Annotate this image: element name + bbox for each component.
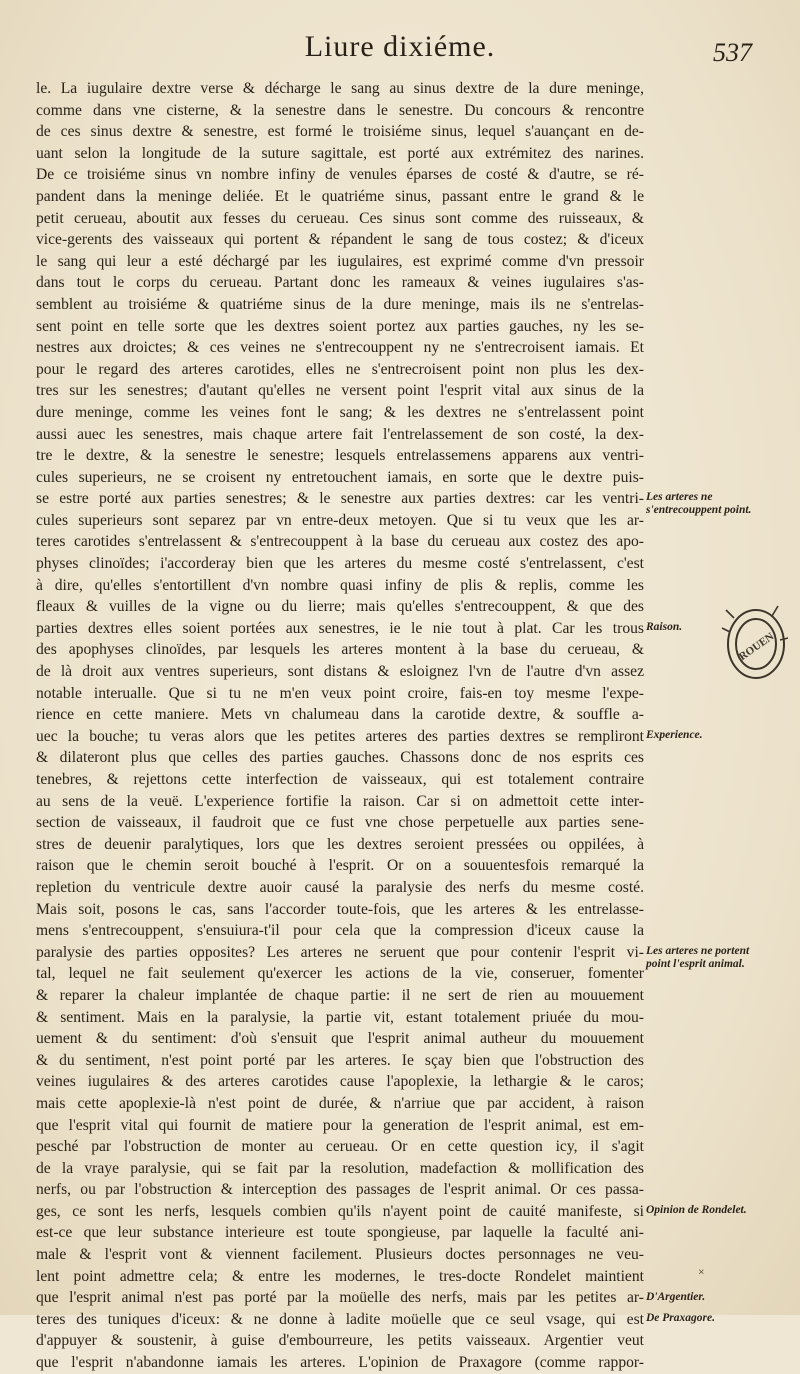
- text-line: tres sur les senestres; d'autant qu'elles ne versent point l'esprit vital aux sinus de la: [36, 382, 644, 400]
- text-line: & dilateront plus que celles des parties gauches. Chassons donc de nos esprits ces: [36, 749, 644, 767]
- running-head: [0, 30, 800, 74]
- text-line: fleaux & vuilles de la vigne ou du lierre; mais qu'elles s'entrecouppent, & que des: [36, 598, 644, 616]
- library-stamp: [718, 588, 790, 696]
- text-line: teres des tuniques d'iceux: & ne donne à ladite moüelle que ce seul vsage, qui est: [36, 1310, 644, 1328]
- text-line: cules superieurs sont separez par vn entre-deux metoyen. Que si tu veux que les ar-: [36, 511, 644, 529]
- text-line: de là droit aux ventres superieurs, sont distans & esloignez l'vn de l'autre d'vn assez: [36, 663, 644, 681]
- text-line: teres carotides s'entrelassent & s'entrecouppent à la base du cerueau aux costez des apo-: [36, 533, 644, 551]
- text-line: physes clinoïdes; i'accorderay bien que les arteres du mesme costé s'entrelassent, c'est: [36, 555, 644, 573]
- text-line: à dire, qu'elles s'entortillent d'vn nombre quasi infiny de plis & replis, comme les: [36, 576, 644, 594]
- margin-note: Les arteres ne portent point l'esprit animal.: [646, 945, 750, 970]
- text-line: vice-gerents des vaisseaux qui portent & répandent le sang de tous costez; & d'iceux: [36, 231, 644, 249]
- text-line: le. La iugulaire dextre verse & décharge le sang au sinus dextre de la dure meninge,: [36, 80, 644, 97]
- body-text: [36, 78, 644, 1372]
- text-line: De ce troisiéme sinus vn nombre infiny de venules éparses de costé & d'autre, se ré-: [36, 166, 644, 184]
- text-line: dure meninge, comme les veines font le sang; & les dextres ne s'entrelassent point: [36, 403, 644, 421]
- text-line: Mais soit, posons le cas, sans l'accorder toute-fois, que les arteres & les entrelasse-: [36, 900, 644, 918]
- text-line: mens s'entrecouppent, s'ensuiura-t'il pour cela que la compression d'iceux cause la: [36, 922, 644, 940]
- text-line: comme dans vne cisterne, & la senestre dans le senestre. Du concours & rencontre: [36, 101, 644, 119]
- text-line: que l'esprit n'abandonne iamais les arteres. L'opinion de Praxagore (comme rappor-: [36, 1354, 644, 1372]
- text-line: au sens de la veuë. L'experience fortifie la raison. Car si on admettoit cette inter-: [36, 792, 644, 810]
- text-line: & du sentiment, n'est point porté par les arteres. Ie sçay bien que l'obstruction des: [36, 1051, 644, 1069]
- text-line: raison que le chemin seroit bouché à l'esprit. Or on a souuentesfois remarqué la: [36, 857, 644, 875]
- margin-note: De Praxagore.: [646, 1312, 715, 1325]
- text-line: section de vaisseaux, il faudroit que ce fust vne chose perpetuelle aux parties sene-: [36, 814, 644, 832]
- text-line: des apophyses clinoïdes, par lesquels les arteres montent à la base du cerueau, &: [36, 641, 644, 659]
- text-line: dans tout le corps du cerueau. Partant donc les rameaux & veines iugulaires s'as-: [36, 274, 644, 292]
- text-line: paralysie des parties opposites? Les arteres ne seruent que pour contenir l'esprit vi-: [36, 943, 644, 961]
- text-line: repletion du ventricule dextre auoir causé la paralysie des nerfs du mesme costé.: [36, 878, 644, 896]
- text-line: rience en cette maniere. Mets vn chalumeau dans la carotide dextre, & souffle a-: [36, 706, 644, 724]
- text-line: petit cerueau, aboutit aux fesses du cerueau. Ces sinus sont comme des ruisseaux, &: [36, 209, 644, 227]
- text-line: & reparer la chaleur implantée de chaque partie: il ne sert de rien au mouuement: [36, 986, 644, 1004]
- text-line: sent point en telle sorte que les dextres soient portez aux parties gauches, ny les se-: [36, 317, 644, 335]
- text-line: aussi auec les senestres, mais chaque artere fait l'entrelassement de son costé, la dex-: [36, 425, 644, 443]
- page-number: 537: [713, 38, 752, 67]
- text-line: male & l'esprit vont & viennent facilement. Plusieurs doctes personnages ne veu-: [36, 1246, 644, 1264]
- margin-note: Raison.: [646, 621, 683, 633]
- text-line: mais cette apoplexie-là n'est point de durée, & n'arriue que par accident, à raison: [36, 1094, 644, 1112]
- text-line: cules superieurs, ne se croisent ny entretouchent iamais, en sorte que le dextre puis-: [36, 468, 644, 486]
- text-line: que l'esprit vital qui fournit de matiere pour la generation de l'esprit animal, est em-: [36, 1116, 644, 1134]
- margin-note: Les arteres ne s'entrecouppent point.: [646, 491, 752, 517]
- text-line: pour le regard des arteres carotides, elles ne s'entrecroisent point non plus les dex-: [36, 360, 644, 378]
- catch-mark: ˟: [698, 1268, 704, 1283]
- text-line: pandent dans la meninge deliée. Et le quatriéme sinus, passant entre le grand & le: [36, 187, 644, 205]
- margin-note: Experience.: [646, 729, 703, 741]
- text-line: de la vraye paralysie, qui se fait par la resolution, madefaction & mollification des: [36, 1159, 644, 1177]
- text-line: se estre porté aux parties senestres; & le senestre aux parties dextres: car les ventri-: [36, 490, 644, 508]
- text-line: nestres aux droictes; & ces veines ne s'entrecouppent ny ne s'entrecroisent iamais. Et: [36, 339, 644, 357]
- text-line: de ces sinus dextre & senestre, est formé le troisiéme sinus, lequel s'auançant en de-: [36, 123, 644, 141]
- text-line: est-ce que leur substance interieure est toute spongieuse, par laquelle la faculté ani-: [36, 1224, 644, 1242]
- text-line: uant selon la longitude de la suture sagittale, est porté aux extrémitez des narines.: [36, 144, 644, 162]
- margin-note: Opinion de Rondelet.: [646, 1204, 747, 1217]
- text-line: nerfs, ou par l'obstruction & interception des passages de l'esprit animal. Or ces passa-: [36, 1181, 644, 1199]
- text-line: parties dextres elles soient portées aux senestres, ie le nie tout à plat. Car les trous: [36, 619, 644, 637]
- text-line: d'appuyer & soustenir, à guise d'embourreure, les petits vaisseaux. Argentier veut: [36, 1332, 644, 1350]
- text-line: tenebres, & rejettons cette interfection de vaisseaux, qui est totalement contraire: [36, 771, 644, 788]
- margin-note: D'Argentier.: [646, 1290, 706, 1303]
- text-line: pesché par l'obstruction de monter au cerueau. Or en cette question icy, il s'agit: [36, 1138, 644, 1156]
- text-line: le sang qui leur a esté déchargé par les iugulaires, est exprimé comme d'vn pressoir: [36, 252, 644, 270]
- text-line: uement & du sentiment: d'où s'ensuit que l'esprit animal autheur du mouuement: [36, 1030, 644, 1048]
- text-line: lent point admettre cela; & entre les modernes, le tres-docte Rondelet maintient: [36, 1267, 644, 1285]
- text-line: tre le dextre, & la senestre le senestre; lesquels entrelassemens apparens aux ventri-: [36, 447, 644, 465]
- text-line: veines iugulaires & des arteres carotides cause l'apoplexie, la lethargie & le caros;: [36, 1073, 644, 1091]
- page-title: Liure dixiéme.: [304, 30, 496, 63]
- text-line: que l'esprit animal n'est pas porté par la moüelle des nerfs, mais par les petites ar-: [36, 1289, 644, 1307]
- text-line: semblent au troisiéme & quatriéme sinus de la dure meninge, mais ils ne s'entrelas-: [36, 295, 644, 313]
- text-line: stres de deuenir paralytiques, lors que les dextres seroient pressées ou oppilées, à: [36, 835, 644, 853]
- text-line: & sentiment. Mais en la paralysie, la partie vit, estant totalement priuée du mou-: [36, 1008, 644, 1026]
- text-line: uec la bouche; tu veras alors que les petites arteres des parties dextres se rempliront: [36, 727, 644, 745]
- text-line: notable interualle. Que si tu ne m'en veux point croire, fais-en toy mesme l'expe-: [36, 684, 644, 702]
- stamp-text: ROUEN: [736, 630, 777, 664]
- text-line: ges, ce sont les nerfs, lesquels combien qu'ils n'ayent point de cauité manifeste, si: [36, 1202, 644, 1220]
- text-line: tal, lequel ne fait seulement qu'exercer les actions de la vie, conseruer, fomenter: [36, 965, 644, 983]
